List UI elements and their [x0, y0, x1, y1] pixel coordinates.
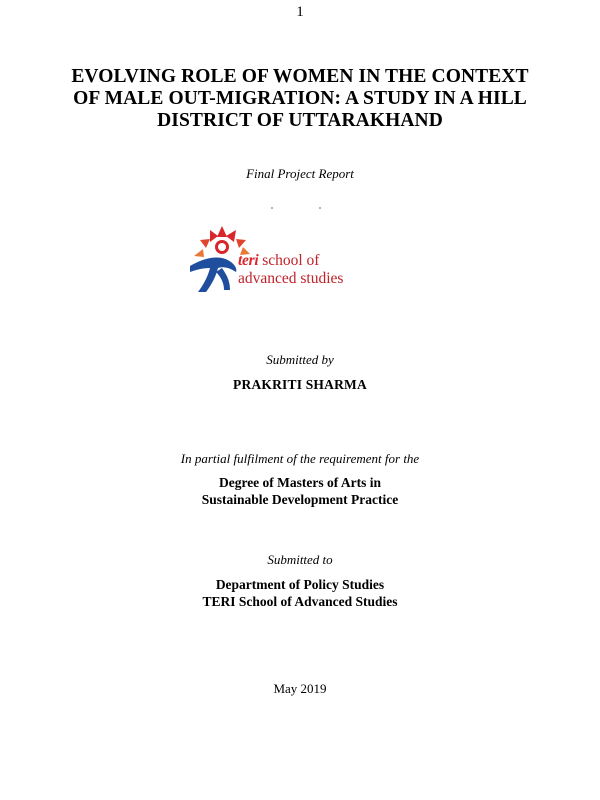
decorative-dots	[0, 207, 600, 211]
logo-line-2: advanced studies	[238, 270, 344, 287]
department	[0, 576, 600, 610]
dot	[271, 207, 273, 209]
submitted-by-label: Submitted by	[266, 352, 334, 367]
title-line-1: EVOLVING ROLE OF WOMEN IN THE CONTEXT	[71, 66, 529, 87]
fulfilment-text: In partial fulfilment of the requirement for the	[180, 451, 420, 466]
submitted-to-label: Submitted to	[267, 552, 333, 567]
degree-line-1: Degree of Masters of Arts in	[218, 475, 382, 490]
dot	[319, 207, 321, 209]
teri-school-logo	[186, 222, 376, 298]
department-line-2: TERI School of Advanced Studies	[202, 594, 398, 609]
author-name: PRAKRITI SHARMA	[233, 377, 367, 392]
degree-line-2: Sustainable Development Practice	[201, 492, 399, 507]
title-line-2: OF MALE OUT-MIGRATION: A STUDY IN A HILL	[73, 88, 527, 109]
department-line-1: Department of Policy Studies	[215, 577, 385, 592]
degree	[0, 474, 600, 508]
report-type: Final Project Report	[246, 166, 354, 181]
report-title	[20, 66, 580, 132]
page-number: 1	[296, 4, 304, 20]
submission-date: May 2019	[273, 681, 327, 696]
logo-line-1: school of	[262, 252, 320, 269]
logo-brand: teri	[238, 252, 259, 269]
title-line-3: DISTRICT OF UTTARAKHAND	[157, 110, 443, 131]
logo-text	[238, 252, 343, 288]
